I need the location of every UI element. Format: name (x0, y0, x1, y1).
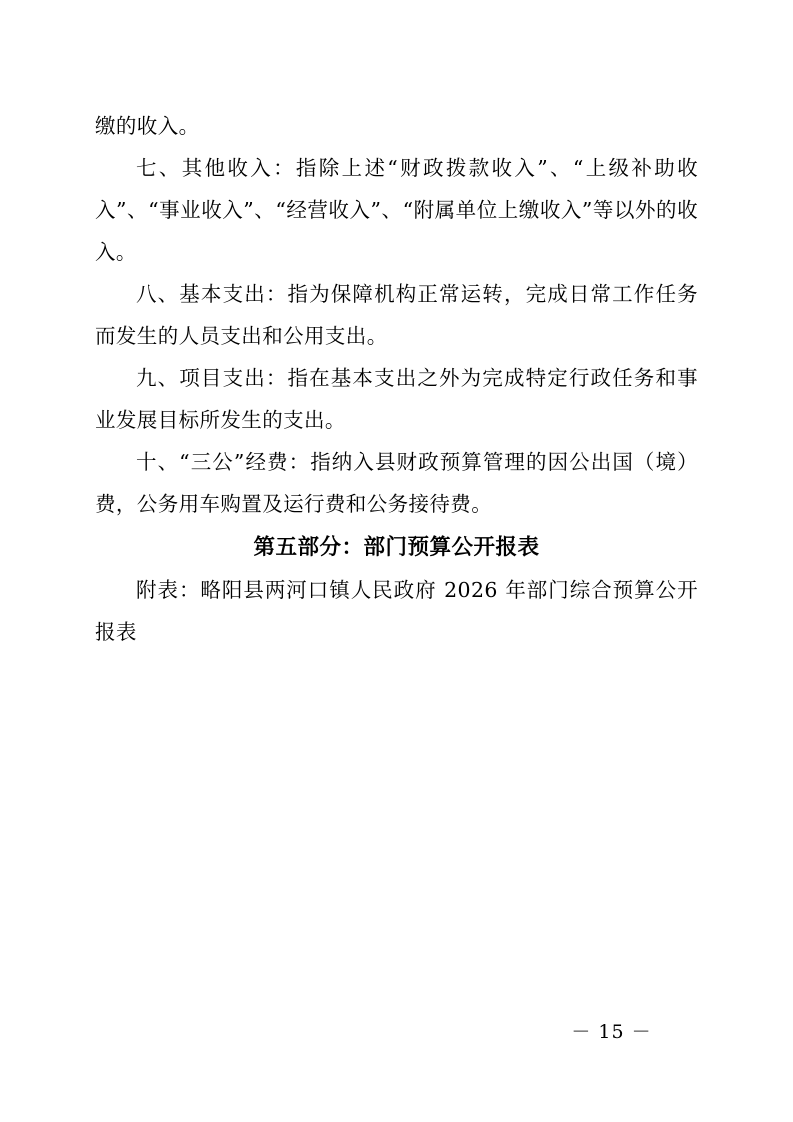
paragraph-item-9: 九、项目支出：指在基本支出之外为完成特定行政任务和事业发展目标所发生的支出。 (95, 366, 698, 432)
page-number: － 15 － (571, 1021, 652, 1043)
section-title-part-five: 第五部分：部门预算公开报表 (253, 535, 540, 560)
paragraph-item-10: 十、“三公”经费：指纳入县财政预算管理的因公出国（境）费，公务用车购置及运行费和公务接待费。 (95, 450, 698, 516)
document-body (95, 105, 698, 653)
paragraph-item-7: 七、其他收入：指除上述“财政拨款收入”、“上级补助收入”、“事业收入”、“经营收入”、“附属单位上缴收入”等以外的收入。 (95, 156, 698, 264)
paragraph-item-8: 八、基本支出：指为保障机构正常运转，完成日常工作任务而发生的人员支出和公用支出。 (95, 282, 698, 348)
paragraph-continuation: 缴的收入。 (95, 114, 200, 138)
attachment-line: 附表：略阳县两河口镇人民政府 2026 年部门综合预算公开报表 (95, 578, 698, 644)
